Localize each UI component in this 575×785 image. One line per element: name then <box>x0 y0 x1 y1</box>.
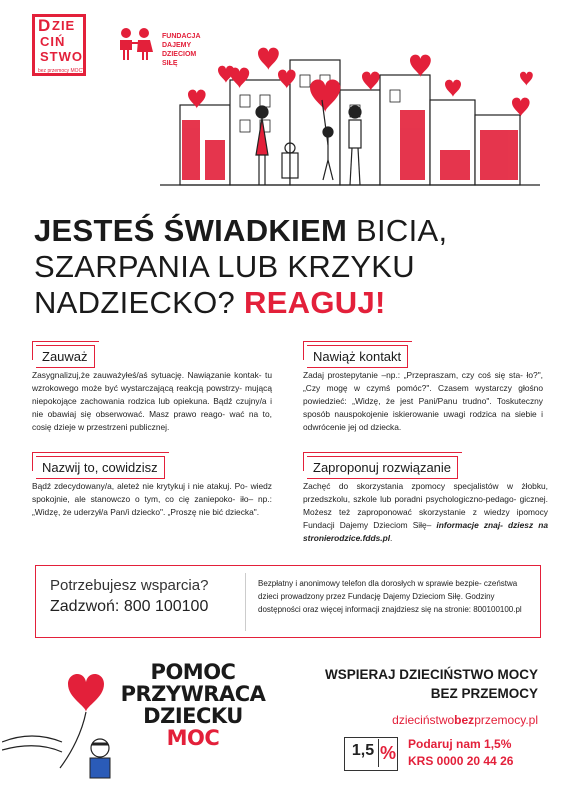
logo-line-3: CIŃ <box>40 34 66 49</box>
krs-number: KRS 0000 20 44 26 <box>408 754 514 768</box>
headline-rest: BICIA, <box>347 213 448 248</box>
website-link[interactable] <box>288 713 538 727</box>
support-description: Bezpłatny i anonimowy telefon dla dorosłych w sprawie bezpie- czeństwa dzieci prowadzony przez Fundację Dajemy Dzieciom Siłę. Godziny dostępności oraz więcej informacji znajdziesz się na stronie: 800100100.pl <box>258 579 522 614</box>
section-nawiaz-title <box>307 345 408 368</box>
section-zaproponuj-title <box>307 456 458 479</box>
wspieraj-line-2: BEZ PRZEMOCY <box>430 686 538 701</box>
headline-line-3 <box>34 285 554 321</box>
zaproponuj-body: Zachęć do skorzystania zpomocy specjalistów w żłobku, przedszkolu, szkole lub poradni psychologiczno-pedago- gicznej. Możesz też zaproponować skorzystanie z wiedzy ipomocy Fundacji Dajemy Dzieciom Siłę– <box>303 481 548 530</box>
section-zauwaz-text: Zasygnalizuj,że zauważyłeś/aś sytuację. Nawiązanie kontak- tu wzrokowego może być wystarczającą reakcją powstrzy- mującą niepokojące zachowania rodzica lub opiekuna. Bądź czujny/a i nie obawiaj się obserwować. Masz prawo reago- wać na to, cosię dzieje w przestrzeni publicznej. <box>32 370 272 432</box>
kid-balloon-illustration <box>2 672 122 782</box>
logo-text-group <box>52 18 75 33</box>
headline-line-3-text: NADZIECKO? <box>34 285 245 320</box>
wspieraj-slogan <box>288 665 538 703</box>
section-title: Zaproponuj rozwiązanie <box>307 456 458 479</box>
site-part: dzieciństwo <box>392 713 455 727</box>
section-title: Nawiąż kontakt <box>307 345 408 368</box>
zaproponuj-end: . <box>390 533 393 543</box>
foundation-line: FUNDACJA <box>162 33 201 40</box>
headline-bold: JESTEŚ ŚWIADKIEM <box>34 213 348 248</box>
foundation-line: SIŁĘ <box>162 60 178 67</box>
logo-subtitle: bez przemocy MOCY <box>38 68 86 74</box>
pomoc-line: DZIECKU <box>143 704 243 728</box>
dziecinstwo-logo <box>38 18 51 33</box>
logo-line-4: STWO <box>40 49 83 64</box>
pomoc-line: POMOC <box>150 660 236 684</box>
headline-reaguj: REAGUJ! <box>244 285 386 320</box>
logo-line-1: D <box>38 16 52 35</box>
main-headline <box>34 213 554 321</box>
percent-number: 1,5 <box>351 742 375 759</box>
foundation-line: DAJEMY <box>162 42 192 49</box>
section-nazwij-text: Bądź zdecydowany/a, aleteż nie krytykuj i nie atakuj. Po- wiedz spokojnie, ale stanowczo o tym, co cię zaniepoko- iło– np.: „Widzę, że uderzył/a Pan/i dziecko". „Proszę nie bić dziecka". <box>32 481 272 517</box>
site-part-bold: bez <box>454 713 475 727</box>
wspieraj-line-1: WSPIERAJ DZIECIŃSTWO MOCY <box>324 667 538 682</box>
section-zaproponuj-text <box>303 480 548 545</box>
pomoc-przywraca-logo <box>118 661 268 749</box>
section-title: Nazwij to, cowidzisz <box>36 456 165 479</box>
city-hearts-illustration <box>160 20 540 195</box>
pomoc-line: PRZYWRACA <box>120 682 266 706</box>
support-phone[interactable]: Zadzwoń: 800 100100 <box>50 598 209 615</box>
section-nawiaz-text: Zadaj prostepytanie –np.: „Przepraszam, czy coś się sta- ło?", „Czy mogę w czymś pomóc?". Czasem wystarczy głośno powiedzieć: „Widzę, że jest Pani/Panu trudno". Toskuteczny sposób nauspokojenie iskierowanie uwagi rodzica na siebie i odwrócenie jej od dziecka. <box>303 370 543 432</box>
donate-text: Podaruj nam 1,5% <box>408 737 512 751</box>
section-zauwaz-title <box>36 345 95 368</box>
headline-line-1 <box>34 213 554 249</box>
site-part: przemocy <box>474 713 526 727</box>
section-nazwij-title <box>36 456 165 479</box>
logo-text-group-2 <box>40 34 83 64</box>
foundation-line: DZIECIOM <box>162 51 197 58</box>
logo-line-2: ZIE <box>52 18 76 33</box>
foundation-kids-logo <box>112 26 160 62</box>
section-title: Zauważ <box>36 345 95 368</box>
zaproponuj-link-text: informacje znaj- dziesz na stronierodzice.fdds.pl <box>303 520 548 543</box>
support-divider <box>245 573 246 631</box>
site-part: .pl <box>525 713 538 727</box>
percent-sign: % <box>378 739 397 767</box>
pomoc-moc: MOC <box>166 726 220 750</box>
headline-line-2: SZARPANIA LUB KRZYKU <box>34 249 415 284</box>
support-question: Potrzebujesz wsparcia? <box>50 577 209 594</box>
